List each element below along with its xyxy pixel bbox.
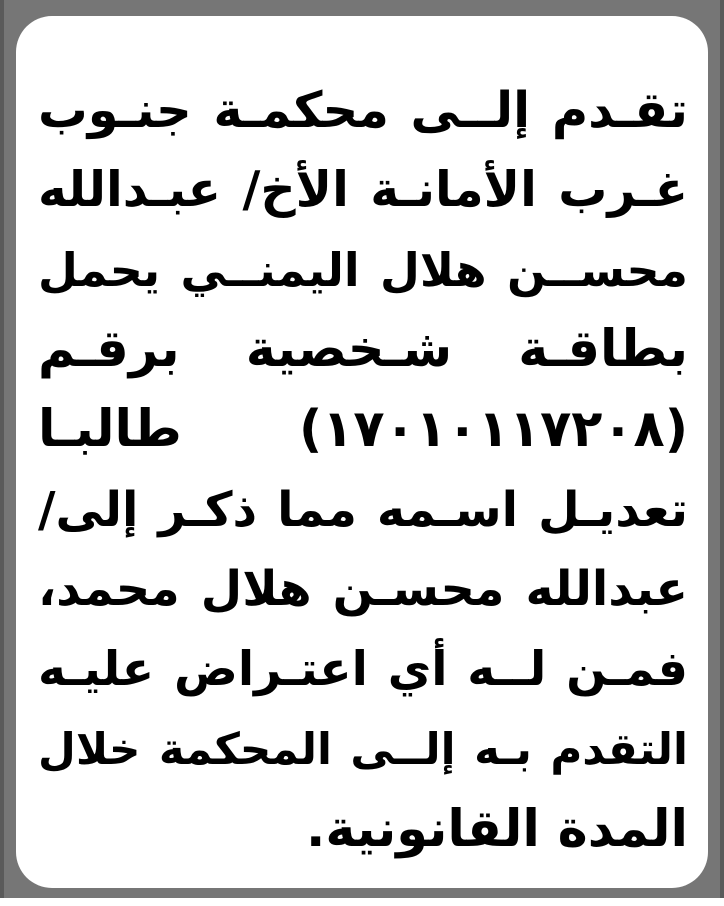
notice-line-4: بطاقـة شـخصية برقـم [38,320,688,379]
notice-line-5: (١٧٠١٠١١٧٢٠٨) طالبـا [38,400,688,459]
frame-bottom-edge [0,898,724,906]
notice-card [16,16,708,888]
notice-line-6: تعديـل اسـمه مما ذكـر إلى/ [38,482,688,538]
court-notice-text [38,70,688,870]
notice-line-9: التقدم بـه إلــى المحكمة خلال [38,725,688,775]
notice-line-1: تقـدم إلــى محكمـة جنـوب [38,81,688,139]
notice-line-2: غـرب الأمانـة الأخ/ عبـدالله [38,161,688,218]
frame-right-edge [720,0,724,906]
notice-line-3: محســن هلال اليمنــي يحمل [38,243,688,297]
frame-left-edge [0,0,4,906]
notice-line-10: المدة القانونية. [305,800,688,859]
notice-line-8: فمـن لــه أي اعتـراض عليـه [38,642,688,697]
notice-line-7: عبدالله محسـن هلال محمد، [38,562,688,617]
